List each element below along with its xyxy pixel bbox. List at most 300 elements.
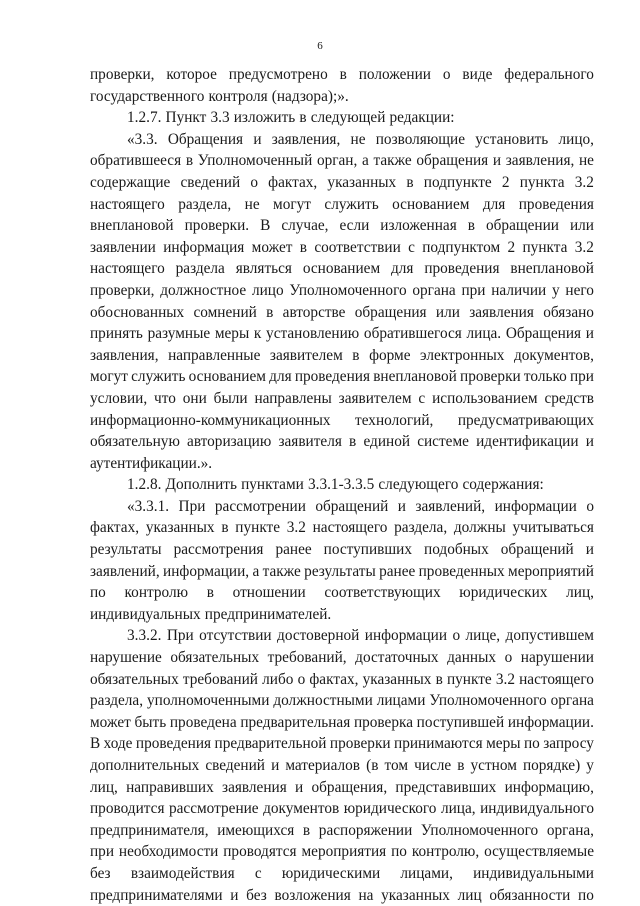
word: требований, xyxy=(267,649,347,667)
word: и xyxy=(397,497,406,515)
word: заявителя xyxy=(278,433,342,451)
word: пункта xyxy=(522,238,568,256)
word: государственного xyxy=(90,87,205,105)
word: проверки, xyxy=(90,281,155,299)
word: В xyxy=(260,217,271,235)
word: технологий, xyxy=(355,411,434,429)
word: условии, xyxy=(90,389,148,407)
word: они xyxy=(182,389,207,407)
word: могут xyxy=(273,195,311,213)
word: на xyxy=(358,886,374,904)
word: поступивших xyxy=(323,541,413,559)
word: системе xyxy=(417,433,469,451)
word: указанных xyxy=(381,886,450,904)
word: и xyxy=(492,152,502,170)
word: следующего xyxy=(378,476,459,494)
text-line xyxy=(90,647,594,669)
word: Уполномоченного xyxy=(289,281,407,299)
word: не xyxy=(578,152,594,170)
word: ходе xyxy=(103,735,133,753)
word: 3.3.2. xyxy=(127,627,162,645)
word: наличии xyxy=(491,281,547,299)
word: о xyxy=(442,66,451,83)
word: информационно-коммуникационных xyxy=(90,411,331,429)
word: пункте xyxy=(235,519,281,537)
word: в xyxy=(467,217,475,235)
word: требований xyxy=(182,670,258,688)
word: в xyxy=(349,433,357,451)
word: юридическими xyxy=(281,864,381,882)
word: проверка xyxy=(353,713,413,731)
word: контролю, xyxy=(411,843,480,861)
text-line xyxy=(90,366,594,388)
word: заявления, xyxy=(505,152,575,170)
word: фактах, xyxy=(90,519,140,537)
word: 3.3.1-3.3.5 xyxy=(307,476,375,494)
word: проводятся xyxy=(223,843,297,861)
word: без xyxy=(90,864,111,882)
word: необходимости xyxy=(118,843,219,861)
word: в xyxy=(299,238,308,256)
text-line xyxy=(90,604,594,626)
word: или xyxy=(569,217,594,235)
word: возложения xyxy=(274,886,351,904)
word: отсутствии xyxy=(199,627,272,645)
word: указанных xyxy=(362,670,432,688)
word: а xyxy=(252,562,260,580)
word: мероприятия xyxy=(301,843,387,861)
word: виде xyxy=(462,66,493,83)
word: том xyxy=(384,757,409,774)
word: лице, xyxy=(465,627,501,645)
word: допустившем xyxy=(505,627,594,645)
word: 1.2.8. xyxy=(127,476,162,494)
text-line xyxy=(90,194,594,216)
word: также xyxy=(373,152,412,170)
word: для xyxy=(482,195,506,213)
text-line xyxy=(90,798,594,820)
word: лицо xyxy=(251,281,284,299)
word: должны xyxy=(453,519,506,537)
word: лицо, xyxy=(558,130,594,148)
document-body xyxy=(90,64,594,906)
word: достаточных xyxy=(355,649,439,667)
word: с xyxy=(254,864,262,882)
word: сомнений xyxy=(193,303,257,321)
text-line xyxy=(90,431,594,453)
word: редакции: xyxy=(389,109,455,127)
word: раздела, xyxy=(90,692,144,710)
word: обязано xyxy=(543,303,594,321)
word: обращений xyxy=(500,541,574,559)
word: лицами, xyxy=(400,864,453,882)
word: проверки, xyxy=(90,66,155,83)
word: (в xyxy=(366,757,379,774)
word: и xyxy=(271,757,280,774)
text-line xyxy=(90,841,594,863)
text-line xyxy=(90,474,594,496)
text-line xyxy=(90,323,594,345)
word: случае, xyxy=(281,217,329,235)
word: идентификации xyxy=(476,433,579,451)
word: рассмотрении xyxy=(214,497,306,515)
word: нарушение xyxy=(90,649,162,667)
text-line xyxy=(90,539,594,561)
word: изложенная xyxy=(380,217,457,235)
text-line xyxy=(90,86,594,108)
word: 3.2 xyxy=(286,519,306,537)
word: поступившей xyxy=(416,713,505,731)
word: предварительной xyxy=(214,735,327,753)
word: обращения xyxy=(354,303,427,321)
word: о xyxy=(250,173,258,191)
word: При xyxy=(166,627,194,645)
word: юридического xyxy=(343,800,437,818)
word: ранее xyxy=(379,562,416,580)
word: указанных xyxy=(327,173,397,191)
word: содержания: xyxy=(462,476,544,494)
text-line xyxy=(90,690,594,712)
word: порядке) xyxy=(522,757,581,774)
word: индивидуального xyxy=(480,800,594,818)
word: проведена xyxy=(169,713,237,731)
word: осуществляемые xyxy=(484,843,594,861)
word: которое xyxy=(166,66,217,83)
word: индивидуальных xyxy=(90,605,201,623)
word: настоящего xyxy=(90,195,165,213)
word: контроля xyxy=(208,87,268,105)
word: авторизацию xyxy=(187,433,272,451)
word: контролю xyxy=(124,584,189,602)
word: заявителем xyxy=(269,346,343,364)
word: обращения xyxy=(416,152,489,170)
word: в xyxy=(221,519,229,537)
word: указанных xyxy=(145,519,215,537)
word: соответствии xyxy=(314,238,401,256)
word: взаимодействия xyxy=(130,864,235,882)
word: обоснованных xyxy=(90,303,185,321)
word: внеплановой xyxy=(510,260,594,278)
word: запросу xyxy=(543,735,594,753)
word: обращений xyxy=(315,497,389,515)
word: основанием xyxy=(392,195,470,213)
word: Дополнить xyxy=(165,476,237,494)
word: подобных xyxy=(424,541,489,559)
word: обращения, xyxy=(311,778,388,796)
text-line xyxy=(90,777,594,799)
word: в xyxy=(302,821,311,839)
word: 1.2.7. xyxy=(127,109,162,127)
word: в xyxy=(457,757,465,774)
word: проведения xyxy=(424,260,500,278)
word: если xyxy=(339,217,370,235)
word: быть xyxy=(134,713,167,731)
word: меры xyxy=(214,325,250,343)
text-line xyxy=(90,215,594,237)
word: или xyxy=(435,303,460,321)
word: по xyxy=(391,843,407,861)
word: соответствующих xyxy=(324,584,441,602)
text-line xyxy=(90,107,594,129)
word: меры xyxy=(486,735,521,753)
word: изложить xyxy=(233,109,296,127)
word: заявления, xyxy=(271,130,341,148)
word: сведений xyxy=(180,173,241,191)
word: авторстве xyxy=(282,303,346,321)
word: раздела, xyxy=(394,519,448,537)
word: распоряжении xyxy=(318,821,413,839)
word: лиц xyxy=(457,886,482,904)
word: материалов xyxy=(285,757,361,774)
word: заявления xyxy=(222,778,287,796)
text-line xyxy=(90,150,594,172)
word: документов xyxy=(263,800,340,818)
word: позволяющие xyxy=(375,130,466,148)
word: предпринимателей. xyxy=(204,605,332,623)
word: 3.2 xyxy=(574,238,594,256)
text-line xyxy=(90,820,594,842)
word: установлению xyxy=(266,325,360,343)
word: служить xyxy=(324,195,379,213)
word: по xyxy=(90,584,106,602)
word: может xyxy=(251,238,293,256)
word: данных xyxy=(447,649,497,667)
word: лица, xyxy=(440,800,476,818)
text-line xyxy=(90,582,594,604)
word: фактах, xyxy=(309,670,359,688)
word: Пункт xyxy=(165,109,207,127)
word: «3.3.1. xyxy=(127,497,170,515)
word: в xyxy=(206,584,214,602)
word: учитываться xyxy=(512,519,594,537)
word: (надзора);». xyxy=(271,87,349,105)
word: о xyxy=(586,497,594,515)
word: лица. xyxy=(466,325,502,343)
word: к xyxy=(253,325,262,343)
word: обратившегося xyxy=(363,325,462,343)
word: проведенных xyxy=(418,562,505,580)
word: направленные xyxy=(168,346,261,364)
word: в xyxy=(435,670,443,688)
word: заявления xyxy=(469,303,534,321)
word: положении xyxy=(358,66,431,83)
text-line xyxy=(90,258,594,280)
word: Уполномоченного xyxy=(429,692,547,710)
text-line xyxy=(90,733,594,755)
word: при xyxy=(90,843,115,861)
word: лиц, xyxy=(566,584,594,602)
word: для xyxy=(391,260,414,278)
word: что xyxy=(154,389,176,407)
word: обязательную xyxy=(90,433,180,451)
word: подпунктом xyxy=(422,238,501,256)
word: о xyxy=(297,670,306,688)
word: проведения xyxy=(518,195,594,213)
text-line xyxy=(90,345,594,367)
word: для xyxy=(269,368,292,386)
word: использованием xyxy=(432,389,538,407)
word: заявления, xyxy=(90,346,159,364)
word: при xyxy=(569,368,594,386)
word: информации. xyxy=(507,713,594,731)
word: заявлений, xyxy=(90,562,160,580)
word: единой xyxy=(363,433,411,451)
word: В xyxy=(90,735,101,753)
word: а xyxy=(361,152,369,170)
word: принять xyxy=(90,325,143,343)
word: у xyxy=(552,281,560,299)
word: принимаются xyxy=(394,735,483,753)
word: дополнительных xyxy=(90,757,200,774)
word: с xyxy=(408,238,415,256)
word: следующей xyxy=(310,109,386,127)
word: были xyxy=(213,389,248,407)
word: Обращения xyxy=(505,325,582,343)
word: лиц, xyxy=(90,778,118,796)
word: о xyxy=(452,627,461,645)
text-line xyxy=(90,237,594,259)
word: в xyxy=(352,346,360,364)
word: являться xyxy=(235,260,292,278)
word: и xyxy=(585,541,594,559)
word: в xyxy=(339,66,347,83)
word: проводится xyxy=(90,800,165,818)
text-line xyxy=(90,388,594,410)
text-line xyxy=(90,863,594,885)
word: рассмотрения xyxy=(173,541,264,559)
word: проведения xyxy=(135,735,212,753)
page-number: 6 xyxy=(317,40,323,52)
word: заявлений, xyxy=(415,497,486,515)
text-line xyxy=(90,410,594,432)
word: обязательных xyxy=(170,649,260,667)
text-line xyxy=(90,302,594,324)
word: также xyxy=(262,562,301,580)
word: электронных xyxy=(420,346,505,364)
word: информация xyxy=(163,238,245,256)
word: документов, xyxy=(514,346,594,364)
word: проверки xyxy=(460,368,521,386)
text-line xyxy=(90,496,594,518)
word: фактах, xyxy=(268,173,318,191)
word: рассмотрение xyxy=(168,800,259,818)
word: числе xyxy=(414,757,452,774)
word: в xyxy=(406,173,414,191)
word: обращении xyxy=(485,217,559,235)
word: органа xyxy=(550,692,594,710)
word: в xyxy=(185,152,194,170)
word: Уполномоченный xyxy=(197,152,313,170)
word: Обращения xyxy=(167,130,244,148)
word: достоверной xyxy=(277,627,360,645)
word: информации xyxy=(364,627,448,645)
word: федерального xyxy=(504,66,594,83)
word: должностными xyxy=(273,692,373,710)
word: «3.3. xyxy=(127,130,158,148)
text-line xyxy=(90,280,594,302)
word: настоящего xyxy=(312,519,388,537)
word: 3.2 xyxy=(495,670,515,688)
word: предпринимателя, xyxy=(90,821,209,839)
word: органа, xyxy=(546,821,594,839)
word: может xyxy=(90,713,131,731)
word: в xyxy=(266,303,274,321)
word: аутентификации.». xyxy=(90,454,213,472)
word: представивших xyxy=(395,778,497,796)
text-line xyxy=(90,453,594,475)
word: раздела, xyxy=(178,195,232,213)
word: ранее xyxy=(275,541,312,559)
word: и xyxy=(295,778,304,796)
word: результаты xyxy=(304,562,376,580)
word: содержащие xyxy=(90,173,171,191)
word: настоящего xyxy=(519,670,594,688)
text-line xyxy=(90,561,594,583)
word: нарушении xyxy=(520,649,594,667)
word: лицами xyxy=(376,692,426,710)
word: направлены xyxy=(254,389,332,407)
word: уполномоченными xyxy=(146,692,270,710)
word: Уполномоченного xyxy=(420,821,539,839)
word: заявителем xyxy=(338,389,412,407)
word: по xyxy=(523,735,540,753)
word: подпункте xyxy=(423,173,492,191)
text-line xyxy=(90,64,594,86)
word: основанием xyxy=(188,368,266,386)
word: информацию, xyxy=(504,778,594,796)
text-line xyxy=(90,129,594,151)
word: у xyxy=(586,757,594,774)
word: заявлении xyxy=(90,238,156,256)
word: 3.2 xyxy=(574,173,594,191)
word: сведений xyxy=(205,757,265,774)
word: обязательных xyxy=(90,670,179,688)
word: разумные xyxy=(147,325,211,343)
word: основанием xyxy=(302,260,381,278)
word: предварительная xyxy=(240,713,351,731)
text-line xyxy=(90,755,594,777)
word: либо xyxy=(262,670,294,688)
word: предпринимателями xyxy=(90,886,223,904)
word: обратившееся xyxy=(90,152,182,170)
word: о xyxy=(504,649,513,667)
word: раздела xyxy=(175,260,225,278)
word: настоящего xyxy=(90,260,165,278)
word: только xyxy=(523,368,567,386)
word: проверки xyxy=(329,735,391,753)
text-line xyxy=(90,625,594,647)
word: индивидуальными xyxy=(473,864,594,882)
text-line xyxy=(90,712,594,734)
word: При xyxy=(178,497,206,515)
word: пунктами xyxy=(241,476,304,494)
word: мероприятий xyxy=(508,562,594,580)
word: должностное xyxy=(160,281,247,299)
word: с xyxy=(418,389,426,407)
word: по xyxy=(578,886,594,904)
word: информации, xyxy=(163,562,250,580)
text-line xyxy=(90,669,594,691)
word: предусмотрено xyxy=(228,66,328,83)
word: и xyxy=(253,130,262,148)
word: орган, xyxy=(316,152,358,170)
word: и xyxy=(230,886,239,904)
word: 3.3 xyxy=(210,109,230,127)
word: юридических xyxy=(459,584,548,602)
text-line xyxy=(90,885,594,906)
word: пункта xyxy=(519,173,565,191)
word: направивших xyxy=(126,778,214,796)
